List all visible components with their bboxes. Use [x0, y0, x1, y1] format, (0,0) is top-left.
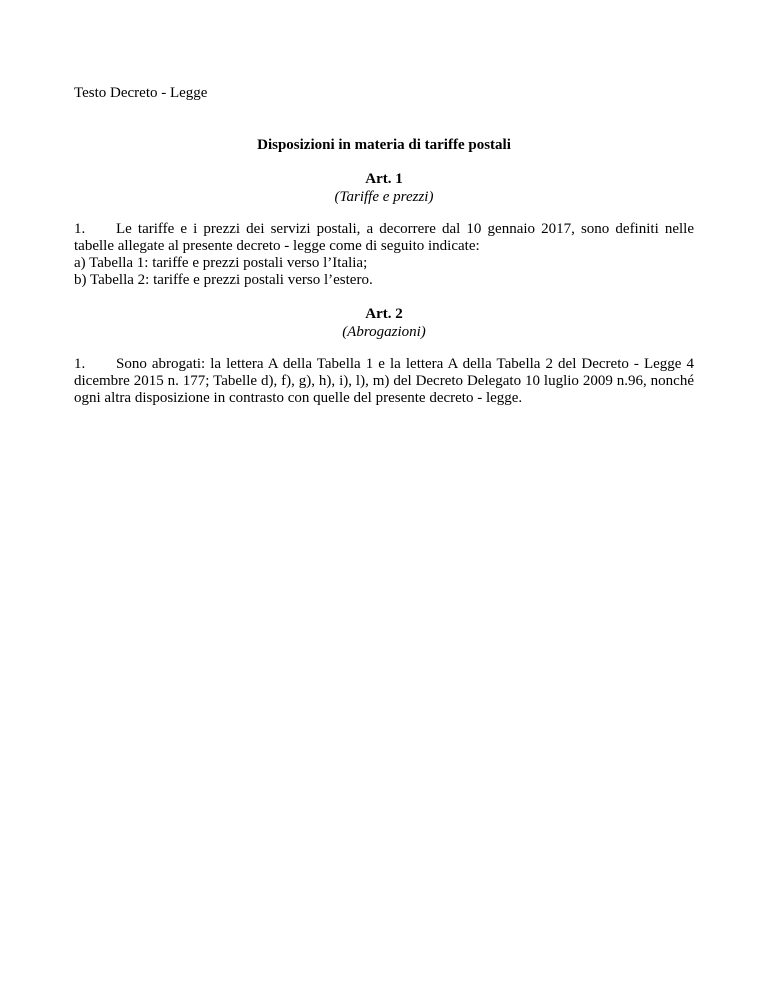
paragraph-text: Le tariffe e i prezzi dei servizi postali, a decorrere dal 10 gennaio 2017, sono definiti nelle tabelle allegate al presente decreto - legge come di seguito indicate:: [74, 221, 694, 254]
list-item: a) Tabella 1: tariffe e prezzi postali verso l’Italia;: [74, 255, 368, 271]
article-paragraph: [74, 221, 694, 255]
paragraph-text: Sono abrogati: la lettera A della Tabella 1 e la lettera A della Tabella 2 del Decreto - Legge 4 dicembre 2015 n. 177; Tabelle d), f), g), h), i), l), m) del Decreto Delegato 10 luglio 2009 n.96, nonché ogni altra disposizione in contrasto con quelle del presente decreto - legge.: [74, 356, 694, 406]
document-title: Disposizioni in materia di tariffe postali: [257, 137, 511, 153]
document-header: Testo Decreto - Legge: [74, 85, 208, 101]
article-subtitle: (Abrogazioni): [342, 324, 426, 340]
article-paragraph: [74, 356, 694, 407]
article-number: Art. 1: [365, 171, 403, 187]
list-item: b) Tabella 2: tariffe e prezzi postali verso l’estero.: [74, 272, 373, 288]
article-1: [74, 171, 694, 289]
article-number: Art. 2: [365, 306, 403, 322]
article-subtitle: (Tariffe e prezzi): [334, 189, 434, 205]
paragraph-number: 1.: [74, 221, 86, 237]
paragraph-number: 1.: [74, 356, 86, 372]
article-body: [74, 356, 694, 407]
article-2: [74, 306, 694, 407]
article-body: [74, 221, 694, 289]
